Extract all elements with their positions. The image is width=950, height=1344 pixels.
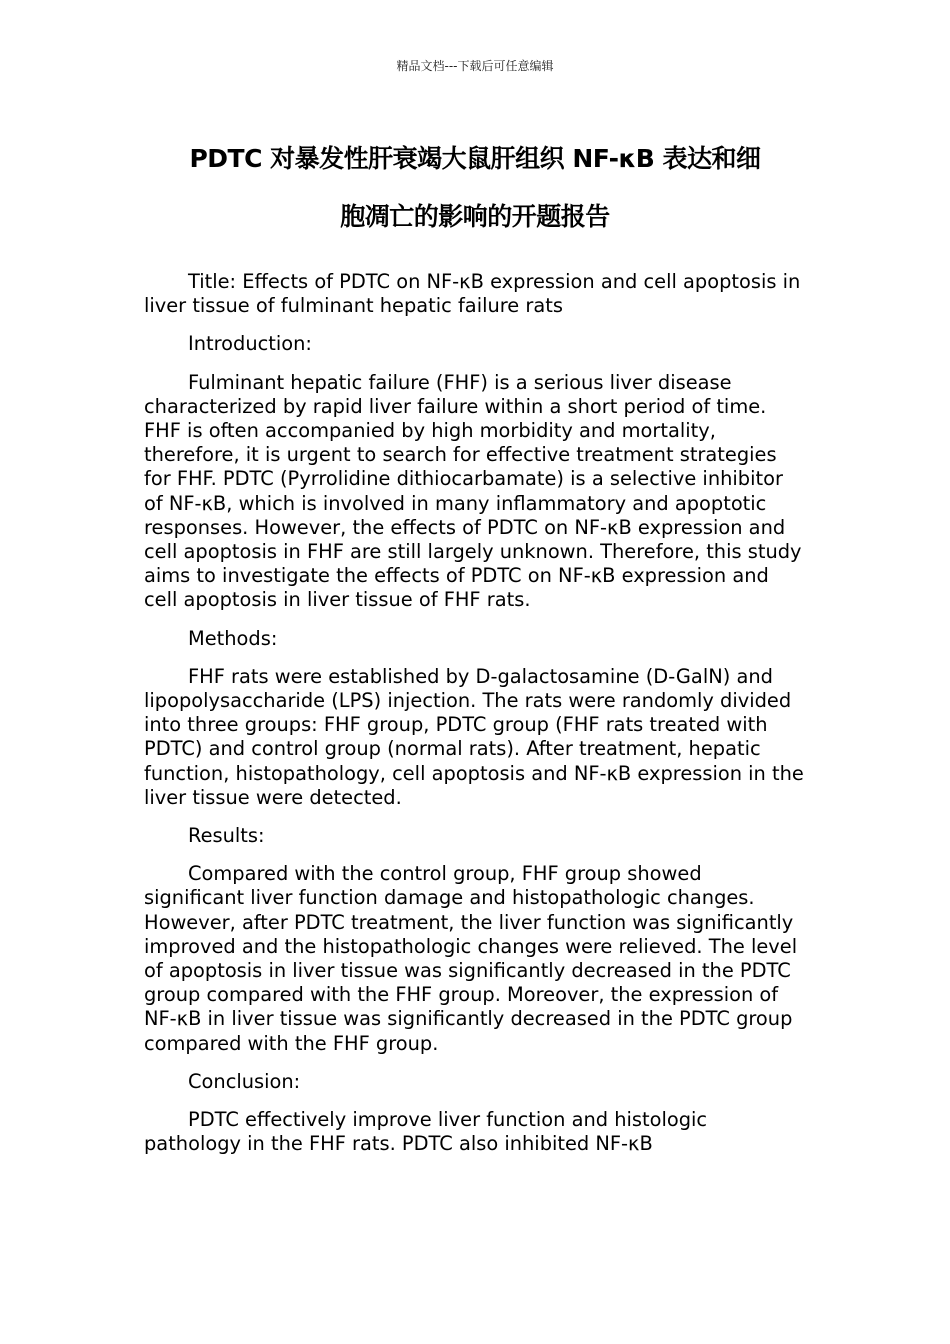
document-body [144, 270, 806, 1171]
document-title [145, 130, 805, 246]
introduction-heading: Introduction: [188, 332, 312, 356]
document-title-line-1: PDTC 对暴发性肝衰竭大鼠肝组织 NF-κB 表达和细 [189, 144, 761, 173]
introduction-paragraph: Fulminant hepatic failure (FHF) is a serious liver disease characterized by rapid liver failure within a short period of time. FHF is often accompanied by high morbidity and mortality, therefore, it is urgent to search for effective treatment strategies for FHF. PDTC (Pyrrolidine dithiocarbamate) is a selective inhibitor of NF-κB, which is involved in many inflammatory and apoptotic responses. However, the effects of PDTC on NF-κB expression and cell apoptosis in FHF are still largely unknown. Therefore, this study aims to investigate the effects of PDTC on NF-κB expression and cell apoptosis in liver tissue of FHF rats. [144, 370, 802, 612]
conclusion-paragraph: PDTC effectively improve liver function and histologic pathology in the FHF rats. PDTC also inhibited NF-κB [144, 1108, 708, 1156]
document-title-line-2: 胞凋亡的影响的开题报告 [340, 202, 610, 231]
methods-paragraph: FHF rats were established by D-galactosamine (D-GalN) and lipopolysaccharide (LPS) injection. The rats were randomly divided into three groups: FHF group, PDTC group (FHF rats treated with PDTC) and control group (normal rats). After treatment, hepatic function, histopathology, cell apoptosis and NF-κB expression in the liver tissue were detected. [144, 664, 804, 809]
results-heading: Results: [188, 824, 265, 848]
conclusion-heading: Conclusion: [188, 1069, 301, 1093]
paper-title-paragraph: Title: Effects of PDTC on NF-κB expression and cell apoptosis in liver tissue of fulminant hepatic failure rats [144, 270, 801, 318]
page-header-watermark: 精品文档---下载后可任意编辑 [396, 59, 554, 73]
results-paragraph: Compared with the control group, FHF group showed significant liver function damage and histopathologic changes. However, after PDTC treatment, the liver function was significantly improved and the histopathologic changes were relieved. The level of apoptosis in liver tissue was significantly decreased in the PDTC group compared with the FHF group. Moreover, the expression of NF-κB in liver tissue was significantly decreased in the PDTC group compared with the FHF group. [144, 862, 798, 1055]
methods-heading: Methods: [188, 626, 278, 650]
